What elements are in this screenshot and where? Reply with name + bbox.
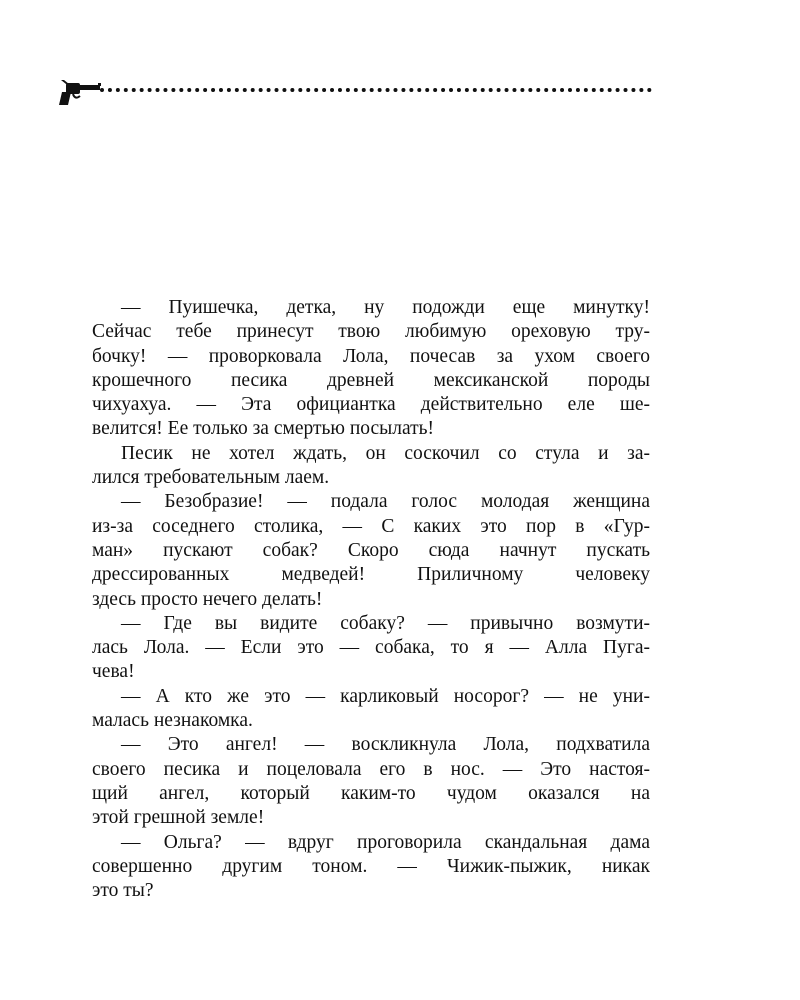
- text-line: своего песика и поцеловала его в нос. — Это настоя-: [92, 758, 650, 780]
- text-line: дрессированных медведей! Приличному человеку: [92, 564, 650, 586]
- text-line: — Пуишечка, детка, ну подожди еще минутку!: [121, 297, 650, 318]
- revolver-icon: [58, 80, 104, 106]
- text-line: — Это ангел! — воскликнула Лола, подхватила: [121, 734, 650, 756]
- text-line: чихуахуа. — Эта официантка действительно еле ше-: [92, 394, 650, 416]
- paragraph: [92, 490, 650, 611]
- text-line: этой грешной земле!: [92, 807, 265, 829]
- paragraph: [92, 733, 650, 830]
- text-line: лась Лола. — Если это — собака, то я — Алла Пуга-: [92, 637, 650, 659]
- text-line: Песик не хотел ждать, он соскочил со стула и за-: [121, 442, 650, 464]
- paragraph: [92, 612, 650, 685]
- text-line: из-за соседнего столика, — С каких это пор в «Гур-: [92, 515, 650, 537]
- text-line: здесь просто нечего делать!: [92, 588, 323, 610]
- text-line: — Где вы видите собаку? — привычно возмути-: [121, 612, 650, 634]
- body-text: [92, 296, 650, 903]
- text-line: — Ольга? — вдруг проговорила скандальная дама: [121, 831, 650, 853]
- text-line: Сейчас тебе принесут твою любимую ореховую тру-: [92, 321, 650, 343]
- text-line: бочку! — проворковала Лола, почесав за ухом своего: [92, 345, 650, 367]
- paragraph: [92, 442, 650, 491]
- text-line: велится! Ее только за смертью посылать!: [92, 418, 435, 440]
- dotted-rule: [100, 88, 652, 92]
- text-line: это ты?: [92, 880, 154, 902]
- text-line: ман» пускают собак? Скоро сюда начнут пускать: [92, 539, 650, 561]
- page-header-ornament: [58, 78, 658, 108]
- paragraph: [92, 296, 650, 442]
- text-line: — А кто же это — карликовый носорог? — не уни-: [121, 685, 650, 707]
- text-line: малась незнакомка.: [92, 710, 253, 732]
- text-line: совершенно другим тоном. — Чижик-пыжик, никак: [92, 855, 650, 877]
- text-line: лился требовательным лаем.: [92, 467, 330, 489]
- text-line: — Безобразие! — подала голос молодая женщина: [121, 491, 650, 513]
- paragraph: [92, 831, 650, 904]
- paragraph: [92, 685, 650, 734]
- text-line: щий ангел, который каким-то чудом оказался на: [92, 782, 650, 804]
- text-line: чева!: [92, 661, 135, 683]
- text-line: крошечного песика древней мексиканской породы: [92, 369, 650, 391]
